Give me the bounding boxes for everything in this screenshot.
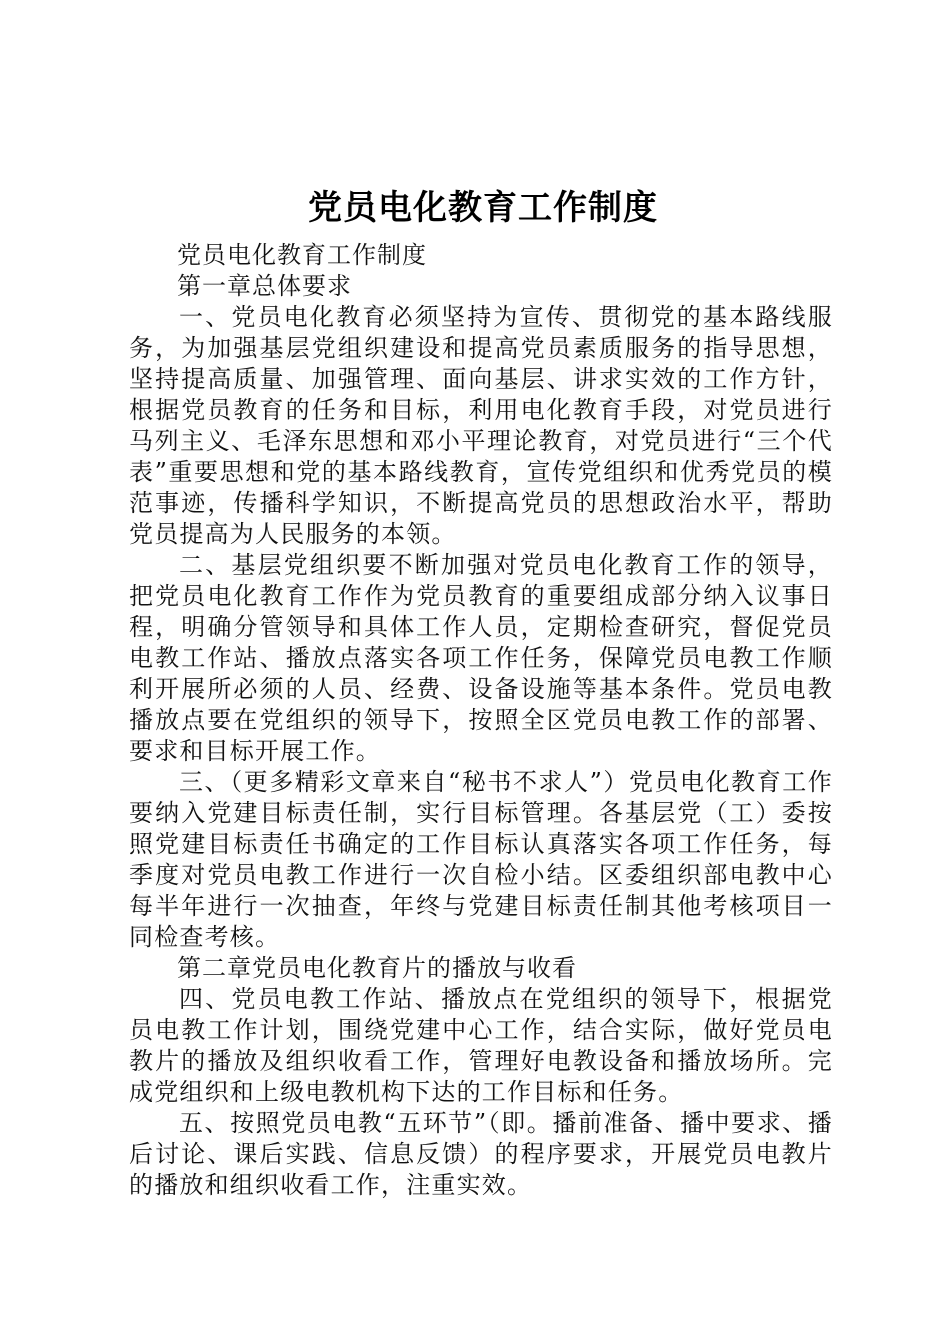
paragraph-2: 二、基层党组织要不断加强对党员电化教育工作的领导，把党员电化教育工作作为党员教育的重要组成部分纳入议事日程，明确分管领导和具体工作人员，定期检查研究，督促党员电教工作站、播放点落实各项工作任务，保障党员电教工作顺利开展所必须的人员、经费、设备设施等基本条件。党员电教播放点要在党组织的领导下，按照全区党员电教工作的部署、要求和目标开展工作。 bbox=[129, 551, 833, 765]
paragraph-1: 一、党员电化教育必须坚持为宣传、贯彻党的基本路线服务，为加强基层党组织建设和提高党员素质服务的指导思想，坚持提高质量、加强管理、面向基层、讲求实效的工作方针，根据党员教育的任务和目标，利用电化教育手段，对党员进行马列主义、毛泽东思想和邓小平理论教育，对党员进行“三个代表”重要思想和党的基本路线教育，宣传党组织和优秀党员的模范事迹，传播科学知识，不断提高党员的思想政治水平，帮助党员提高为人民服务的本领。 bbox=[129, 303, 833, 548]
chapter-heading-2: 第二章党员电化教育片的播放与收看 bbox=[177, 954, 577, 982]
chapter-heading-1: 第一章总体要求 bbox=[177, 272, 352, 300]
paragraph-4: 四、党员电教工作站、播放点在党组织的领导下，根据党员电教工作计划，围绕党建中心工作，结合实际，做好党员电教片的播放及组织收看工作，管理好电教设备和播放场所。完成党组织和上级电教机构下达的工作目标和任务。 bbox=[129, 985, 833, 1106]
paragraph-5: 五、按照党员电教“五环节”（即。播前准备、播中要求、播后讨论、课后实践、信息反馈）的程序要求，开展党员电教片的播放和组织收看工作，注重实效。 bbox=[129, 1109, 833, 1199]
document-title: 党员电化教育工作制度 bbox=[308, 188, 658, 228]
document-body bbox=[129, 240, 833, 1201]
paragraph-3: 三、（更多精彩文章来自“秘书不求人”）党员电化教育工作要纳入党建目标责任制，实行目标管理。各基层党（工）委按照党建目标责任书确定的工作目标认真落实各项工作任务，每季度对党员电教工作进行一次自检小结。区委组织部电教中心每半年进行一次抽查，年终与党建目标责任制其他考核项目一同检查考核。 bbox=[129, 768, 833, 951]
document-subtitle: 党员电化教育工作制度 bbox=[177, 241, 427, 269]
document-page bbox=[129, 180, 833, 1201]
